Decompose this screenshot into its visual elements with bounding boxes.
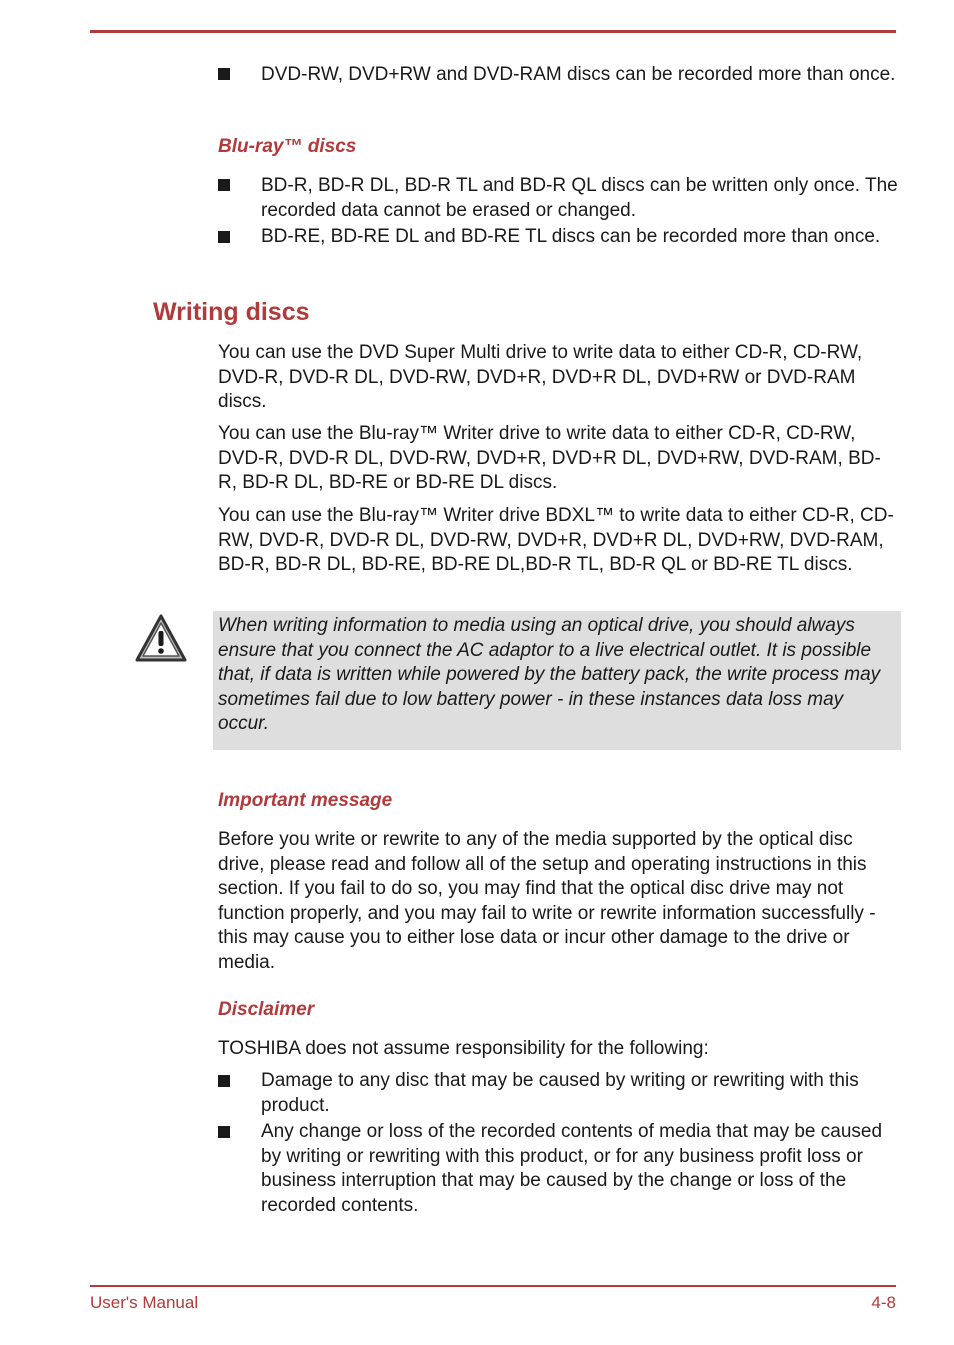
list-item-dvd-rw: DVD-RW, DVD+RW and DVD-RAM discs can be recorded more than once. (261, 64, 896, 85)
footer-manual-title: User's Manual (90, 1293, 199, 1312)
disclaimer-intro: TOSHIBA does not assume responsibility for the following: (218, 1038, 709, 1059)
bullet-marker (218, 1075, 230, 1087)
disclaimer-item-loss: Any change or loss of the recorded contents of media that may be caused by writing or rewriting with this product, or for any business profit loss or business interruption that may be caused by the change or loss of the recorded contents. (261, 1121, 883, 1216)
writing-paragraph-1: You can use the DVD Super Multi drive to write data to either CD-R, CD-RW, DVD-R, DVD-R DL, DVD-RW, DVD+R, DVD+R DL, DVD+RW or DVD-RAM discs. (218, 342, 863, 412)
writing-paragraph-2: You can use the Blu-ray™ Writer drive to write data to either CD-R, CD-RW, DVD-R, DVD-R DL, DVD-RW, DVD+R, DVD+R DL, DVD+RW, DVD-RAM, BD-R, BD-R DL, BD-RE or BD-RE DL discs. (218, 423, 881, 493)
writing-paragraph-3: You can use the Blu-ray™ Writer drive BDXL™ to write data to either CD-R, CD-RW, DVD-R, DVD-R DL, DVD-RW, DVD+R, DVD+R DL, DVD+RW, DVD-RAM, BD-R, BD-R DL, BD-RE, BD-RE DL,BD-R TL, BD-R QL or BD-RE TL discs. (218, 505, 894, 575)
bullet-marker (218, 179, 230, 191)
bullet-marker (218, 68, 230, 80)
footer-page-number: 4-8 (871, 1293, 896, 1312)
writing-discs-heading: Writing discs (153, 298, 310, 326)
bullet-marker (218, 1126, 230, 1138)
important-message-heading: Important message (218, 790, 393, 811)
disclaimer-heading: Disclaimer (218, 999, 315, 1020)
footer-rule (90, 1285, 896, 1287)
bluray-heading: Blu-ray™ discs (218, 136, 357, 157)
warning-note-text: When writing information to media using an optical drive, you should always ensure that you connect the AC adaptor to a live electrical outlet. It is possible that, if data is written while powered by the battery pack, the write process may sometimes fail due to low battery power - in these instances data loss may occur. (218, 615, 881, 734)
disclaimer-item-damage: Damage to any disc that may be caused by writing or rewriting with this product. (261, 1070, 859, 1116)
header-rule (90, 30, 896, 33)
bullet-marker (218, 231, 230, 243)
list-item-bd-r: BD-R, BD-R DL, BD-R TL and BD-R QL discs can be written only once. The recorded data cannot be erased or changed. (261, 175, 898, 221)
important-message-text: Before you write or rewrite to any of the media supported by the optical disc drive, please read and follow all of the setup and operating instructions in this section. If you fail to do so, you may find that the optical disc drive may not function properly, and you may fail to write or rewrite information successfully - this may cause you to either lose data or incur other damage to the drive or media. (218, 829, 876, 973)
warning-triangle-icon (134, 612, 188, 666)
list-item-bd-re: BD-RE, BD-RE DL and BD-RE TL discs can be recorded more than once. (261, 226, 881, 247)
